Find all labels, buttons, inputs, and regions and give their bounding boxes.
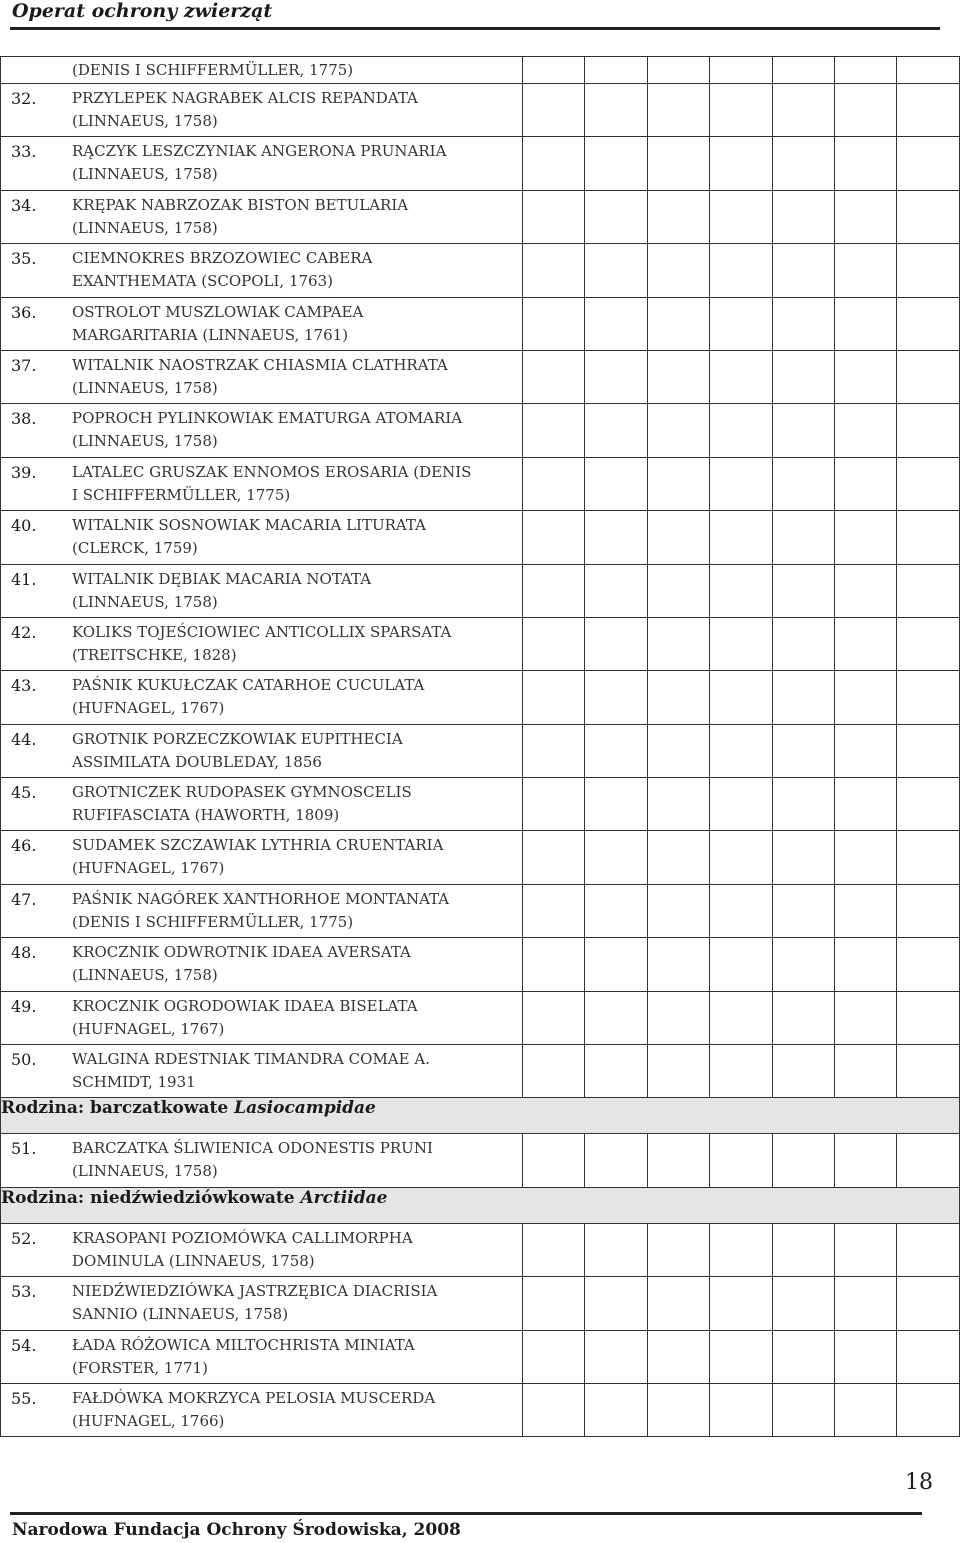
species-number: 32. (11, 89, 37, 108)
empty-cell (523, 884, 585, 937)
family-header-row (1, 1187, 960, 1223)
empty-cell (897, 1277, 960, 1330)
empty-cell (835, 137, 897, 190)
empty-cell (897, 778, 960, 831)
table-row (1, 938, 960, 991)
empty-cell (710, 190, 772, 243)
empty-cell (772, 1045, 834, 1098)
empty-cell (710, 617, 772, 670)
empty-cell (647, 1223, 709, 1276)
empty-cell (710, 457, 772, 510)
empty-cell (772, 190, 834, 243)
empty-cell (897, 1045, 960, 1098)
empty-cell (897, 617, 960, 670)
empty-cell (647, 404, 709, 457)
empty-cell (585, 190, 647, 243)
empty-cell (647, 1134, 709, 1187)
table-row (1, 1045, 960, 1098)
empty-cell (585, 404, 647, 457)
table-row (1, 991, 960, 1044)
empty-cell (647, 457, 709, 510)
empty-cell (647, 297, 709, 350)
empty-cell (772, 884, 834, 937)
empty-cell (710, 671, 772, 724)
table-row (1, 404, 960, 457)
empty-cell (710, 1277, 772, 1330)
species-name-line2: DOMINULA (LINNAEUS, 1758) (72, 1251, 315, 1270)
empty-cell (647, 1383, 709, 1436)
empty-cell (772, 84, 834, 137)
empty-cell (835, 671, 897, 724)
empty-cell (585, 1045, 647, 1098)
empty-cell (710, 1383, 772, 1436)
empty-cell (897, 671, 960, 724)
empty-cell (585, 778, 647, 831)
empty-cell (835, 1330, 897, 1383)
species-name-line1: PRZYLEPEK NAGRABEK ALCIS REPANDATA (72, 89, 418, 107)
empty-cell (897, 1383, 960, 1436)
empty-cell (585, 724, 647, 777)
species-table-body (1, 57, 960, 1437)
species-name-line2: (HUFNAGEL, 1767) (72, 859, 225, 878)
empty-cell (585, 244, 647, 297)
species-name-line1: KRĘPAK NABRZOZAK BISTON BETULARIA (72, 195, 409, 214)
empty-cell (523, 137, 585, 190)
empty-cell (585, 84, 647, 137)
species-name-line2: (LINNAEUS, 1758) (72, 592, 218, 611)
empty-cell (710, 350, 772, 403)
species-number: 53. (11, 1282, 37, 1302)
empty-cell (647, 244, 709, 297)
header-title: Operat ochrony zwierząt (12, 0, 273, 22)
empty-cell (523, 190, 585, 243)
empty-cell (897, 350, 960, 403)
empty-cell (585, 991, 647, 1044)
table-row (1, 1134, 960, 1187)
empty-cell (772, 1330, 834, 1383)
species-name-line1: OSTROLOT MUSZLOWIAK CAMPAEA (72, 302, 364, 321)
species-name-line2: ASSIMILATA DOUBLEDAY, 1856 (72, 752, 322, 771)
species-number: 42. (11, 622, 37, 642)
species-number: 44. (11, 729, 37, 749)
empty-cell (710, 137, 772, 190)
empty-cell (835, 404, 897, 457)
species-name-line2: SANNIO (LINNAEUS, 1758) (72, 1305, 289, 1324)
empty-cell (523, 244, 585, 297)
empty-cell (835, 991, 897, 1044)
species-name-line1: WITALNIK NAOSTRZAK CHIASMIA CLATHRATA (72, 355, 448, 374)
empty-cell (585, 297, 647, 350)
empty-cell (647, 350, 709, 403)
species-name-line2: EXANTHEMATA (SCOPOLI, 1763) (72, 272, 333, 291)
empty-cell (897, 244, 960, 297)
empty-cell (835, 190, 897, 243)
empty-cell (835, 938, 897, 991)
species-name-line1: GROTNICZEK RUDOPASEK GYMNOSCELIS (72, 783, 412, 802)
empty-cell (835, 297, 897, 350)
empty-cell (647, 1277, 709, 1330)
empty-cell (772, 350, 834, 403)
empty-cell (523, 831, 585, 884)
species-name-line2: (CLERCK, 1759) (72, 539, 198, 558)
species-name-line1: WALGINA RDESTNIAK TIMANDRA COMAE A. (72, 1050, 430, 1069)
family-label: Rodzina: niedźwiedziówkowate (1, 1187, 301, 1208)
species-number: 47. (11, 889, 37, 909)
species-name-line2: (LINNAEUS, 1758) (72, 165, 218, 184)
species-name-line1: KROCZNIK ODWROTNIK IDAEA AVERSATA (72, 943, 411, 962)
empty-cell (897, 84, 960, 137)
family-latin-name: Lasiocampidae (234, 1098, 376, 1119)
empty-cell (523, 404, 585, 457)
empty-cell (835, 831, 897, 884)
species-number: 52. (11, 1228, 37, 1248)
empty-cell (897, 1223, 960, 1276)
species-name-line1: ŁADA RÓŻOWICA MILTOCHRISTA MINIATA (72, 1335, 415, 1354)
species-name-line1: SUDAMEK SZCZAWIAK LYTHRIA CRUENTARIA (72, 836, 444, 855)
species-number: 35. (11, 249, 37, 269)
empty-cell (835, 84, 897, 137)
table-row (1, 884, 960, 937)
empty-cell (835, 457, 897, 510)
empty-cell (647, 137, 709, 190)
empty-cell (585, 564, 647, 617)
empty-cell (772, 1277, 834, 1330)
empty-cell (897, 404, 960, 457)
empty-cell (772, 831, 834, 884)
empty-cell (585, 350, 647, 403)
family-header (1, 1098, 960, 1134)
species-number: 38. (11, 409, 37, 429)
empty-cell (585, 617, 647, 670)
empty-cell (710, 991, 772, 1044)
species-table (0, 56, 960, 1437)
table-row (1, 137, 960, 190)
species-name-line1: PAŚNIK KUKUŁCZAK CATARHOE CUCULATA (72, 676, 425, 695)
empty-cell (647, 1045, 709, 1098)
family-header (1, 1187, 960, 1223)
table-row (1, 190, 960, 243)
species-name-line2: RUFIFASCIATA (HAWORTH, 1809) (72, 806, 340, 825)
empty-cell (897, 297, 960, 350)
empty-cell (710, 244, 772, 297)
empty-cell (523, 1045, 585, 1098)
species-name-line2: (HUFNAGEL, 1767) (72, 1019, 225, 1038)
species-name-line1: BARCZATKA ŚLIWIENICA ODONESTIS PRUNI (72, 1139, 433, 1158)
empty-cell (585, 831, 647, 884)
empty-cell (897, 831, 960, 884)
table-row (1, 244, 960, 297)
empty-cell (835, 1277, 897, 1330)
empty-cell (835, 724, 897, 777)
empty-cell (523, 671, 585, 724)
empty-cell (897, 938, 960, 991)
species-name-line2: (LINNAEUS, 1758) (72, 378, 218, 397)
empty-cell (897, 457, 960, 510)
empty-cell (897, 724, 960, 777)
empty-cell (523, 1383, 585, 1436)
empty-cell (647, 724, 709, 777)
species-number: 43. (11, 676, 37, 696)
species-name-line1: FAŁDÓWKA MOKRZYCA PELOSIA MUSCERDA (72, 1388, 436, 1407)
empty-cell (710, 511, 772, 564)
species-text: (DENIS I SCHIFFERMÜLLER, 1775) (72, 61, 354, 79)
empty-cell (585, 511, 647, 564)
empty-cell (585, 457, 647, 510)
species-name-line1: GROTNIK PORZECZKOWIAK EUPITHECIA (72, 729, 403, 748)
empty-cell (772, 511, 834, 564)
empty-cell (523, 564, 585, 617)
empty-cell (772, 297, 834, 350)
species-name-line1: RĄCZYK LESZCZYNIAK ANGERONA PRUNARIA (72, 142, 447, 161)
empty-cell (835, 244, 897, 297)
empty-cell (835, 884, 897, 937)
empty-cell (647, 778, 709, 831)
table-row (1, 1330, 960, 1383)
table-row (1, 457, 960, 510)
species-number: 34. (11, 195, 37, 215)
empty-cell (523, 297, 585, 350)
empty-cell (523, 778, 585, 831)
empty-cell (523, 991, 585, 1044)
empty-cell (523, 1223, 585, 1276)
empty-cell (897, 137, 960, 190)
empty-cell (835, 778, 897, 831)
empty-cell (710, 1330, 772, 1383)
species-number: 55. (11, 1388, 37, 1408)
empty-cell (647, 671, 709, 724)
empty-cell (772, 617, 834, 670)
empty-cell (647, 617, 709, 670)
page-number: 18 (905, 1470, 933, 1495)
empty-cell (835, 350, 897, 403)
species-name-line2: SCHMIDT, 1931 (72, 1073, 196, 1092)
empty-cell (585, 1383, 647, 1436)
empty-cell (710, 831, 772, 884)
empty-cell (897, 190, 960, 243)
empty-cell (710, 1223, 772, 1276)
species-name-line1: KRASOPANI POZIOMÓWKA CALLIMORPHA (72, 1228, 413, 1247)
species-number: 33. (11, 142, 37, 162)
empty-cell (647, 84, 709, 137)
species-name-line2: MARGARITARIA (LINNAEUS, 1761) (72, 325, 349, 344)
empty-cell (523, 350, 585, 403)
empty-cell (523, 1277, 585, 1330)
empty-cell (897, 1330, 960, 1383)
table-row (1, 671, 960, 724)
empty-cell (772, 778, 834, 831)
species-name-line2: (HUFNAGEL, 1767) (72, 699, 225, 718)
empty-cell (772, 457, 834, 510)
empty-cell (710, 404, 772, 457)
species-number: 49. (11, 996, 37, 1016)
species-name-line2: (DENIS I SCHIFFERMÜLLER, 1775) (72, 912, 354, 931)
family-latin-name: Arctiidae (300, 1187, 388, 1208)
empty-cell (585, 1134, 647, 1187)
empty-cell (835, 617, 897, 670)
empty-cell (772, 724, 834, 777)
species-name-line1: CIEMNOKRES BRZOZOWIEC CABERA (72, 249, 373, 268)
table-row (1, 57, 960, 84)
table-row (1, 84, 960, 137)
empty-cell (523, 511, 585, 564)
empty-cell (772, 244, 834, 297)
table-row (1, 1223, 960, 1276)
empty-cell (523, 938, 585, 991)
empty-cell (772, 404, 834, 457)
species-number: 54. (11, 1335, 37, 1355)
species-name-line1: NIEDŹWIEDZIÓWKA JASTRZĘBICA DIACRISIA (72, 1282, 438, 1301)
table-row (1, 564, 960, 617)
empty-cell (710, 884, 772, 937)
species-number: 50. (11, 1050, 37, 1070)
table-row (1, 617, 960, 670)
empty-cell (647, 190, 709, 243)
table-row (1, 1277, 960, 1330)
species-name-line1: POPROCH PYLINKOWIAK EMATURGA ATOMARIA (72, 409, 463, 428)
empty-cell (772, 991, 834, 1044)
empty-cell (710, 938, 772, 991)
empty-cell (835, 564, 897, 617)
species-name-line1: WITALNIK SOSNOWIAK MACARIA LITURATA (72, 516, 426, 535)
empty-cell (710, 778, 772, 831)
empty-cell (585, 137, 647, 190)
species-name-line1: PAŚNIK NAGÓREK XANTHORHOE MONTANATA (72, 889, 450, 908)
empty-cell (835, 1045, 897, 1098)
species-number: 48. (11, 943, 37, 963)
empty-cell (772, 137, 834, 190)
species-number: 41. (11, 569, 37, 589)
empty-cell (647, 511, 709, 564)
empty-cell (710, 84, 772, 137)
species-number: 46. (11, 836, 37, 856)
empty-cell (585, 884, 647, 937)
empty-cell (647, 564, 709, 617)
species-name-line1: LATALEC GRUSZAK ENNOMOS EROSARIA (DENIS (72, 462, 472, 481)
empty-cell (710, 297, 772, 350)
empty-cell (772, 938, 834, 991)
empty-cell (523, 1330, 585, 1383)
footer-rule (10, 1512, 922, 1515)
species-name-line2: (LINNAEUS, 1758) (72, 218, 218, 237)
species-name-line2: (HUFNAGEL, 1766) (72, 1411, 225, 1430)
empty-cell (523, 617, 585, 670)
page-header (10, 0, 940, 30)
species-number: 45. (11, 783, 37, 803)
empty-cell (523, 457, 585, 510)
table-row (1, 350, 960, 403)
species-name-line2: (TREITSCHKE, 1828) (72, 645, 237, 664)
family-header-row (1, 1098, 960, 1134)
empty-cell (710, 724, 772, 777)
empty-cell (835, 1134, 897, 1187)
table-row (1, 511, 960, 564)
empty-cell (585, 1330, 647, 1383)
footer-text: Narodowa Fundacja Ochrony Środowiska, 2008 (12, 1520, 461, 1540)
empty-cell (897, 1134, 960, 1187)
empty-cell (897, 884, 960, 937)
empty-cell (523, 84, 585, 137)
empty-cell (772, 564, 834, 617)
species-name-line2: (LINNAEUS, 1758) (72, 112, 218, 130)
species-name-line2: (LINNAEUS, 1758) (72, 966, 218, 985)
empty-cell (897, 991, 960, 1044)
table-row (1, 297, 960, 350)
species-number: 39. (11, 462, 37, 482)
empty-cell (523, 1134, 585, 1187)
empty-cell (585, 1223, 647, 1276)
species-name-line1: KROCZNIK OGRODOWIAK IDAEA BISELATA (72, 996, 418, 1015)
species-name-line2: (LINNAEUS, 1758) (72, 432, 218, 451)
table-row (1, 831, 960, 884)
species-number: 40. (11, 516, 37, 536)
empty-cell (772, 671, 834, 724)
family-label: Rodzina: barczatkowate (1, 1098, 235, 1119)
empty-cell (835, 1383, 897, 1436)
empty-cell (710, 564, 772, 617)
species-number: 36. (11, 302, 37, 322)
empty-cell (710, 1045, 772, 1098)
empty-cell (585, 938, 647, 991)
empty-cell (710, 1134, 772, 1187)
empty-cell (835, 511, 897, 564)
empty-cell (772, 1223, 834, 1276)
species-name-line2: (LINNAEUS, 1758) (72, 1162, 218, 1181)
empty-cell (772, 1134, 834, 1187)
empty-cell (647, 831, 709, 884)
empty-cell (647, 884, 709, 937)
empty-cell (585, 671, 647, 724)
empty-cell (523, 724, 585, 777)
table-row (1, 724, 960, 777)
species-name-line2: I SCHIFFERMÜLLER, 1775) (72, 485, 291, 504)
species-number: 51. (11, 1139, 37, 1159)
empty-cell (647, 991, 709, 1044)
header-rule (10, 27, 940, 30)
empty-cell (835, 1223, 897, 1276)
empty-cell (772, 1383, 834, 1436)
empty-cell (897, 564, 960, 617)
empty-cell (897, 511, 960, 564)
species-name-line1: WITALNIK DĘBIAK MACARIA NOTATA (72, 569, 372, 588)
species-name-line2: (FORSTER, 1771) (72, 1358, 208, 1377)
empty-cell (585, 1277, 647, 1330)
species-name-line1: KOLIKS TOJEŚCIOWIEC ANTICOLLIX SPARSATA (72, 622, 452, 641)
species-number: 37. (11, 355, 37, 375)
table-row (1, 778, 960, 831)
empty-cell (647, 938, 709, 991)
table-row (1, 1383, 960, 1436)
empty-cell (647, 1330, 709, 1383)
